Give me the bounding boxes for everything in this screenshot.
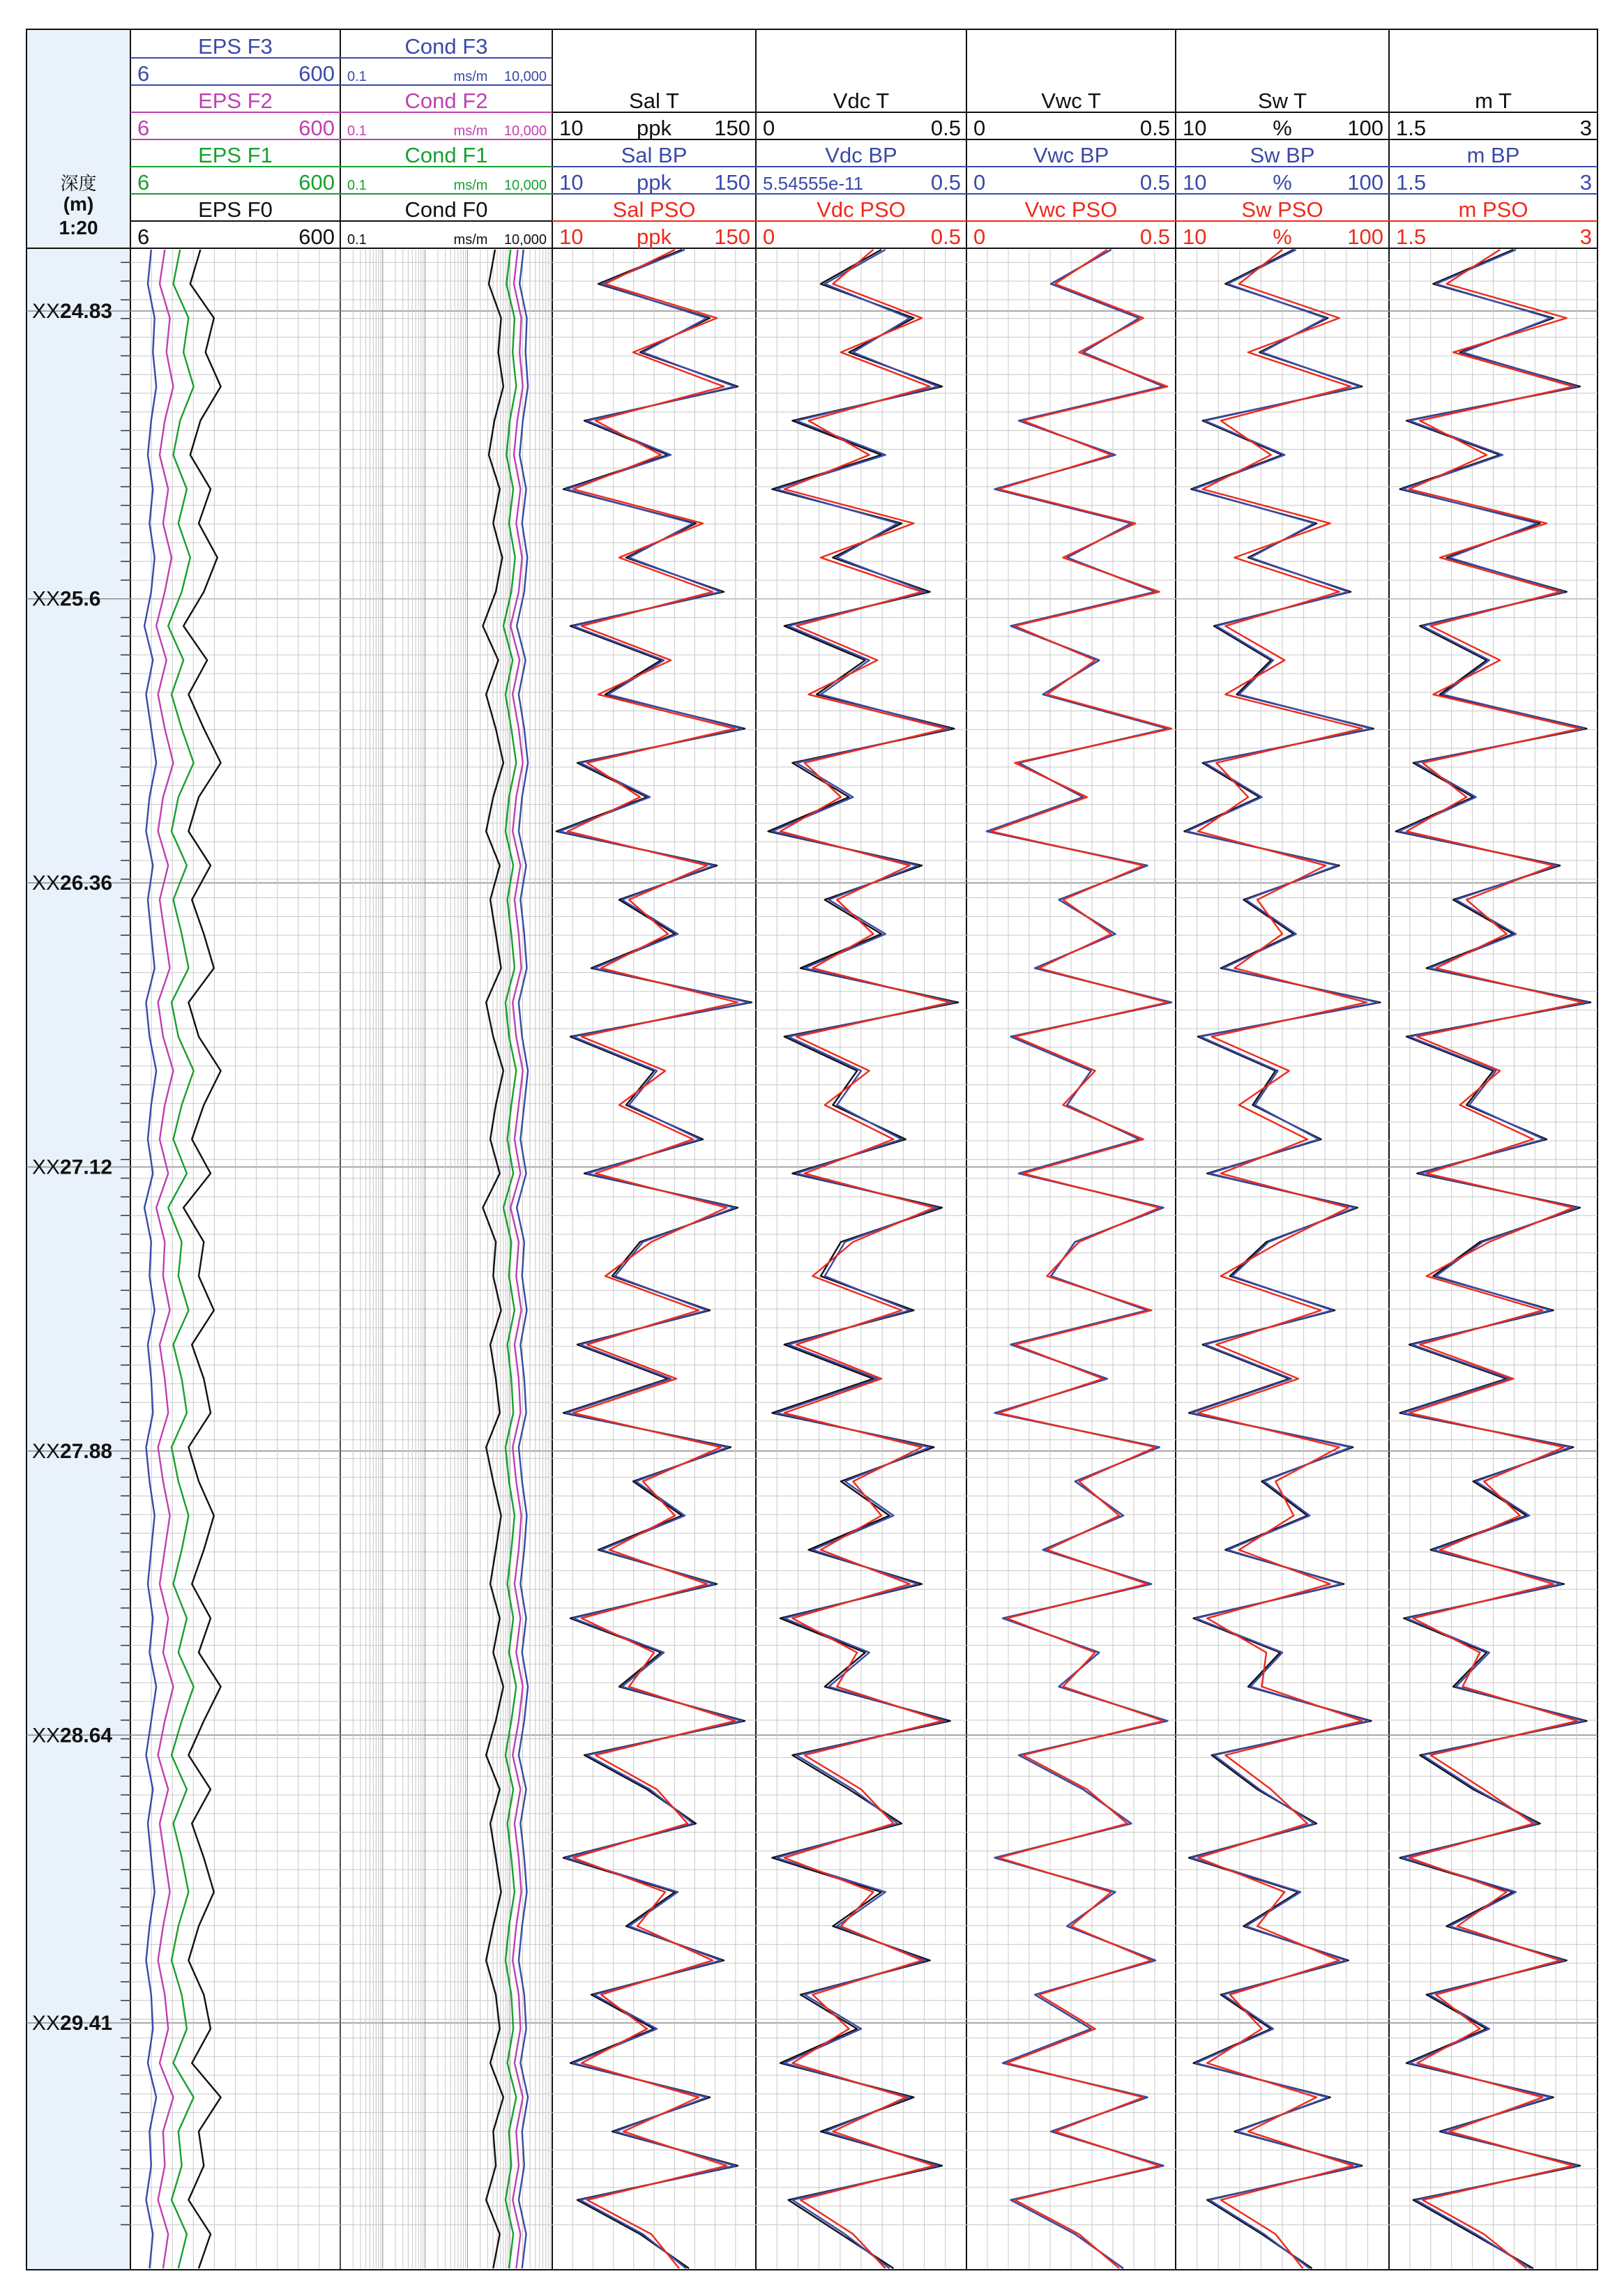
header-min: 0.1 — [347, 69, 367, 84]
header-min: 0.1 — [347, 123, 367, 139]
header-min: 0 — [763, 116, 775, 140]
header-name: Vwc BP — [1033, 143, 1109, 167]
header-min: 10 — [559, 170, 584, 195]
depth-unit: (m) — [63, 193, 94, 215]
header-unit: ppk — [637, 170, 671, 195]
curve-vwc-t — [987, 250, 1171, 2268]
header-unit: ms/m — [453, 232, 488, 248]
curve-vwc-pso — [991, 250, 1171, 2268]
header-min: 10 — [1183, 225, 1207, 249]
curve-vdc-t — [768, 250, 959, 2268]
header-min: 10 — [1183, 170, 1207, 195]
header-max: 100 — [1347, 116, 1383, 140]
header-min: 1.5 — [1396, 225, 1427, 249]
header-max: 0.5 — [930, 116, 961, 140]
depth-label: XX27.88 — [32, 1439, 113, 1463]
header-min: 0 — [763, 225, 775, 249]
header-name: Sw T — [1257, 89, 1307, 113]
header-unit: % — [1273, 170, 1292, 195]
header-max: 150 — [714, 170, 750, 195]
header-max: 0.5 — [1139, 116, 1170, 140]
header-max: 600 — [298, 61, 335, 86]
curve-eps-f2 — [156, 250, 173, 2268]
header-name: Cond F3 — [404, 34, 488, 59]
header-max: 600 — [298, 225, 335, 249]
header-name: m T — [1475, 89, 1512, 113]
header-min: 10 — [559, 116, 584, 140]
header-min: 1.5 — [1396, 116, 1427, 140]
curve-eps-f3 — [144, 250, 156, 2268]
header-name: EPS F3 — [198, 34, 273, 59]
header-name: EPS F2 — [198, 89, 273, 113]
header-name: Cond F2 — [404, 89, 488, 113]
depth-label: XX24.83 — [32, 300, 113, 323]
header-unit: ms/m — [453, 123, 488, 139]
header-min: 5.54555e-11 — [763, 173, 864, 194]
header-name: Sal BP — [621, 143, 688, 167]
header-unit: % — [1273, 116, 1292, 140]
header-max: 3 — [1579, 225, 1592, 249]
header-name: Vdc BP — [825, 143, 897, 167]
track-cond — [340, 34, 552, 2268]
header-max: 0.5 — [1139, 225, 1170, 249]
header-min: 6 — [137, 170, 150, 195]
header-name: Sw BP — [1250, 143, 1315, 167]
header-max: 100 — [1347, 170, 1383, 195]
header-min: 0 — [973, 225, 986, 249]
curve-eps-f1 — [168, 250, 194, 2268]
depth-label: XX25.6 — [32, 587, 101, 611]
header-name: Sal T — [629, 89, 679, 113]
header-max: 150 — [714, 116, 750, 140]
header-name: m PSO — [1458, 197, 1528, 222]
header-name: Vwc T — [1041, 89, 1101, 113]
header-max: 10,000 — [503, 69, 547, 84]
header-min: 10 — [559, 225, 584, 249]
header-min: 6 — [137, 61, 150, 86]
track-vdc — [756, 89, 966, 2268]
depth-track-background — [26, 29, 130, 2270]
depth-label: XX26.36 — [32, 872, 113, 895]
depth-label: XX27.12 — [32, 1155, 113, 1179]
header-unit: ppk — [637, 116, 671, 140]
header-max: 0.5 — [1139, 170, 1170, 195]
header-name: EPS F1 — [198, 143, 273, 167]
header-name: Sw PSO — [1241, 197, 1323, 222]
header-name: Cond F0 — [404, 197, 488, 222]
header-min: 10 — [1183, 116, 1207, 140]
header-min: 0.1 — [347, 178, 367, 193]
chart-border — [26, 29, 1598, 2270]
track-sw — [1176, 89, 1389, 2268]
header-name: Vdc T — [833, 89, 890, 113]
header-min: 1.5 — [1396, 170, 1427, 195]
curve-vdc-bp — [772, 250, 954, 2268]
curve-m-pso — [1406, 250, 1583, 2268]
header-max: 0.5 — [930, 225, 961, 249]
header-max: 100 — [1347, 225, 1383, 249]
header-min: 6 — [137, 225, 150, 249]
depth-scale: 1:20 — [59, 217, 98, 238]
header-name: EPS F0 — [198, 197, 273, 222]
track-sal — [552, 89, 756, 2268]
header-name: m BP — [1466, 143, 1520, 167]
header-max: 0.5 — [930, 170, 961, 195]
header-max: 3 — [1579, 170, 1592, 195]
track-vwc — [966, 89, 1176, 2268]
header-min: 0.1 — [347, 232, 367, 248]
header-name: Cond F1 — [404, 143, 488, 167]
depth-label: XX29.41 — [32, 2012, 113, 2035]
header-max: 10,000 — [503, 123, 547, 139]
header-name: Vwc PSO — [1024, 197, 1118, 222]
track-m — [1389, 89, 1598, 2268]
track-eps — [130, 34, 340, 2268]
depth-title: 深度 — [60, 174, 97, 195]
depth-label: XX28.64 — [32, 1724, 113, 1747]
header-min: 0 — [973, 116, 986, 140]
header-max: 150 — [714, 225, 750, 249]
header-max: 10,000 — [503, 232, 547, 248]
curve-cond-f2 — [510, 250, 523, 2268]
header-max: 600 — [298, 116, 335, 140]
header-unit: % — [1273, 225, 1292, 249]
header-unit: ms/m — [453, 69, 488, 84]
header-max: 3 — [1579, 116, 1592, 140]
curve-vwc-bp — [987, 250, 1171, 2268]
header-max: 600 — [298, 170, 335, 195]
header-name: Vdc PSO — [817, 197, 906, 222]
header-min: 0 — [973, 170, 986, 195]
header-unit: ms/m — [453, 178, 488, 193]
header-name: Sal PSO — [612, 197, 696, 222]
header-max: 10,000 — [503, 178, 547, 193]
header-unit: ppk — [637, 225, 671, 249]
header-min: 6 — [137, 116, 150, 140]
